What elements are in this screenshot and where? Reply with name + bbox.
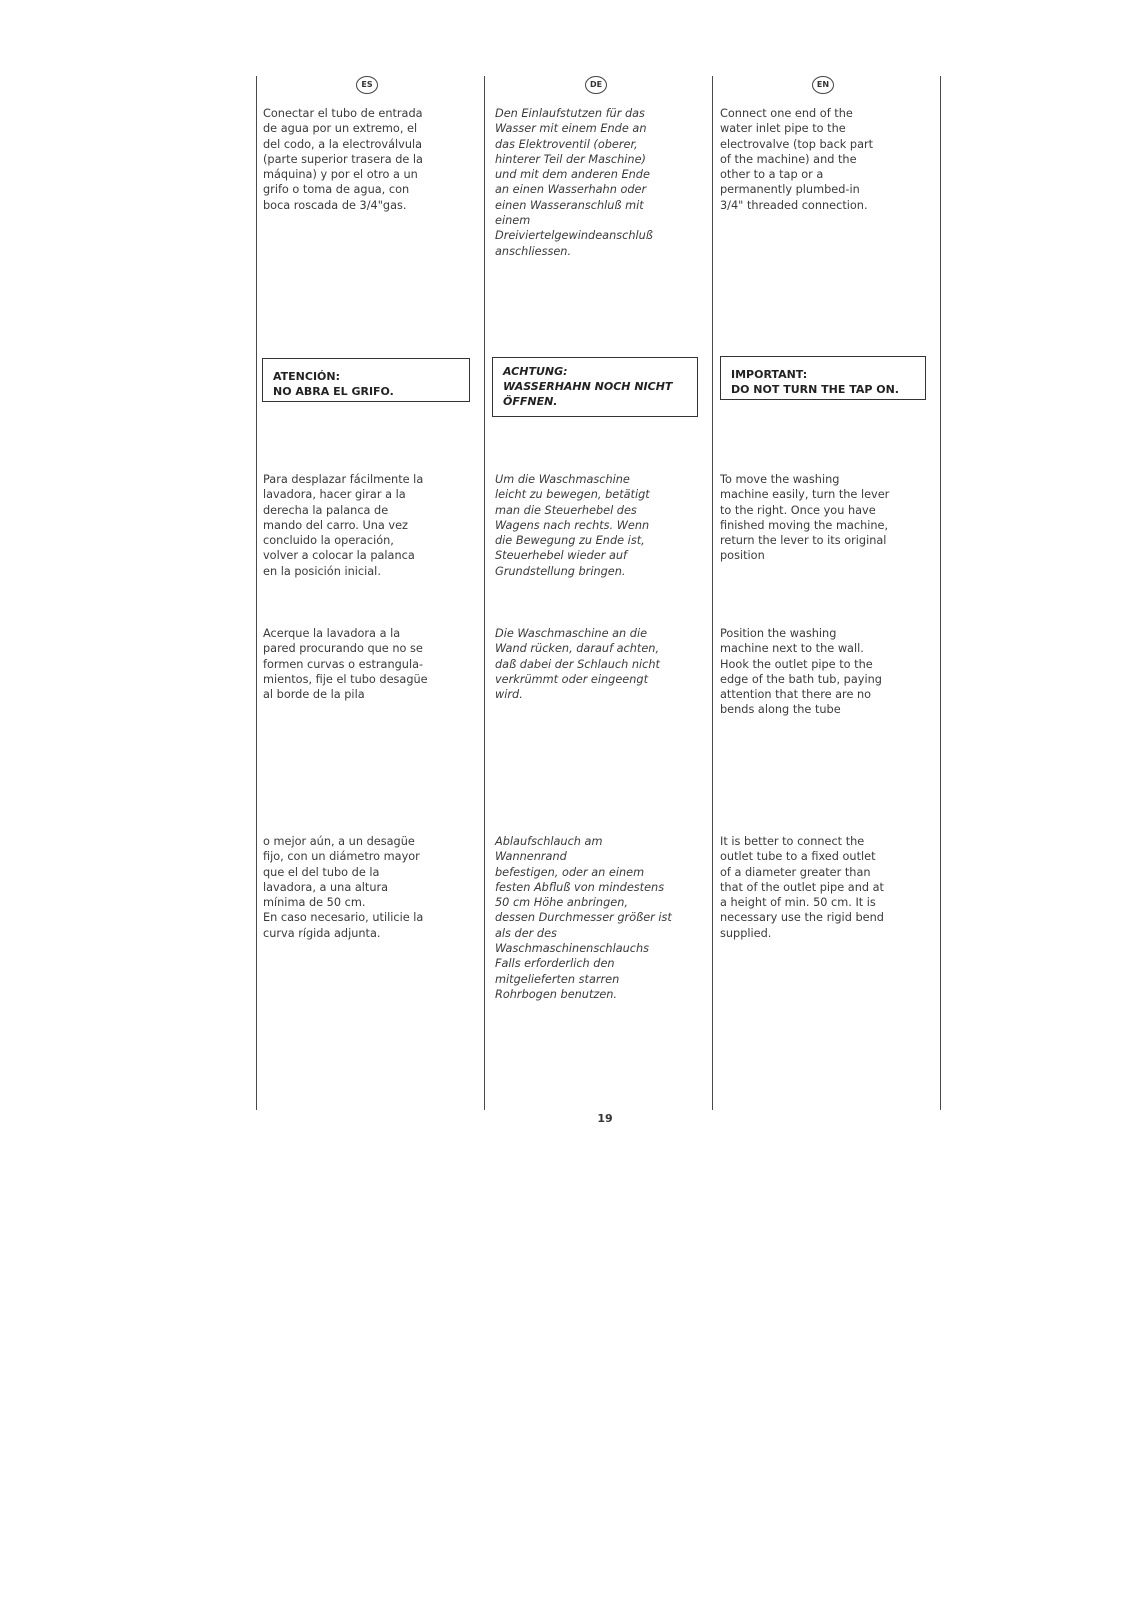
en-paragraph-inlet: Connect one end of the water inlet pipe to the electrovalve (top back part of the machine) and the other to a tap or a permanently plumbed-in 3/4" threaded connection. xyxy=(720,107,874,212)
es-paragraph-inlet: Conectar el tubo de entrada de agua por un extremo, el del codo, a la electroválvula (parte superior trasera de la máquina) y por el otro a un grifo o toma de agua, con boca roscada de 3/4"gas. xyxy=(263,107,423,212)
de-paragraph-move: Um die Waschmaschine leicht zu bewegen, betätigt man die Steuerhebel des Wagens nach rechts. Wenn die Bewegung zu Ende ist, Steuerhebel wieder auf Grundstellung bringen. xyxy=(495,473,650,578)
de-paragraph-position: Die Waschmaschine an die Wand rücken, darauf achten, daß dabei der Schlauch nicht verkrümmt oder eingeengt wird. xyxy=(495,627,660,702)
es-paragraph-move: Para desplazar fácilmente la lavadora, hacer girar a la derecha la palanca de mando del carro. Una vez concluido la operación, volver a colocar la palanca en la posición inicial. xyxy=(263,473,424,578)
column-divider xyxy=(712,76,713,1110)
es-warning-box: ATENCIÓN: NO ABRA EL GRIFO. xyxy=(262,358,470,402)
column-divider xyxy=(484,76,485,1110)
language-badge-en: EN xyxy=(812,76,834,94)
language-badge-es: ES xyxy=(356,76,378,94)
de-paragraph-outlet: Ablaufschlauch am Wannenrand befestigen, oder an einem festen Abfluß von mindestens 50 cm Höhe anbringen, dessen Durchmesser größer ist als der des Waschmaschinenschlauchs Falls erforderlich den mitgelieferten starren Rohrbogen benutzen. xyxy=(495,835,672,1001)
language-badge-de: DE xyxy=(585,76,607,94)
en-paragraph-outlet: It is better to connect the outlet tube to a fixed outlet of a diameter greater than that of the outlet pipe and at a height of min. 50 cm. It is necessary use the rigid bend supplied. xyxy=(720,835,884,940)
de-warning-box: ACHTUNG: WASSERHAHN NOCH NICHT ÖFFNEN. xyxy=(492,357,698,417)
en-warning-box: IMPORTANT: DO NOT TURN THE TAP ON. xyxy=(720,356,926,400)
es-paragraph-outlet: o mejor aún, a un desagüe fijo, con un diámetro mayor que el del tubo de la lavadora, a una altura mínima de 50 cm. En caso necesario, utilicie la curva rígida adjunta. xyxy=(263,835,424,940)
de-paragraph-inlet: Den Einlaufstutzen für das Wasser mit einem Ende an das Elektroventil (oberer, hinterer Teil der Maschine) und mit dem anderen Ende an einen Wasserhahn oder einen Wasseranschluß mit einem Dreiviertelgewindeanschluß anschliessen. xyxy=(495,107,653,258)
column-divider xyxy=(256,76,257,1110)
en-paragraph-position: Position the washing machine next to the wall. Hook the outlet pipe to the edge of the bath tub, paying attention that there are no bends along the tube xyxy=(720,627,882,717)
page-number: 19 xyxy=(597,1112,613,1125)
en-paragraph-move: To move the washing machine easily, turn the lever to the right. Once you have finished moving the machine, return the lever to its original position xyxy=(720,473,890,563)
es-paragraph-position: Acerque la lavadora a la pared procurando que no se formen curvas o estrangula- mientos, fije el tubo desagüe al borde de la pila xyxy=(263,627,428,702)
column-divider xyxy=(940,76,941,1110)
